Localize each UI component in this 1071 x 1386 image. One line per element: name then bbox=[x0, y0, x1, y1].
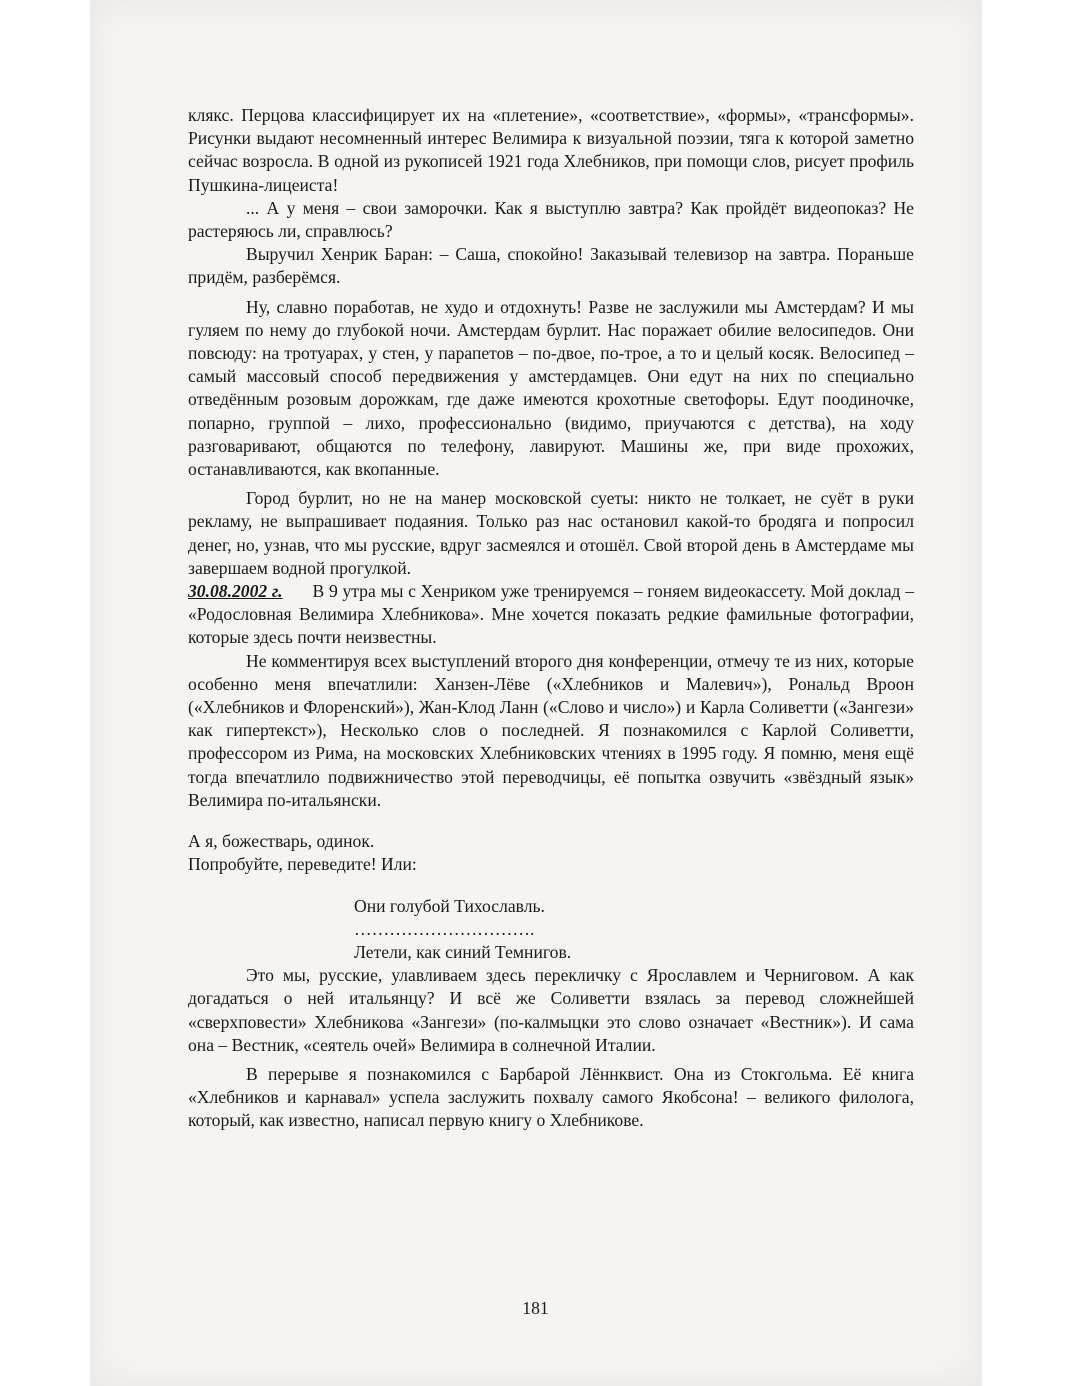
paragraph: клякс. Перцова классифицирует их на «плетение», «соответствие», «формы», «трансформы». Рисунки выдают несомненный интерес Велимира к визуальной поэзии, тяга к которой заметно сейчас возросла. В одной из рукописей 1921 года Хлебников, при помощи слов, рисует профиль Пушкина-лицеиста! bbox=[188, 105, 914, 195]
paragraph: Это мы, русские, улавливаем здесь перекличку с Ярославлем и Черниговом. А как догадаться о ней итальянцу? И всё же Соливетти взялась за перевод сложнейшей «сверхповести» Хлебникова «Зангези» (по-калмыцки это слово означает «Вестник»). И сама она – Вестник, «сеятель очей» Велимира в солнечной Италии. bbox=[188, 965, 914, 1055]
paragraph: Выручил Хенрик Баран: – Саша, спокойно! Заказывай телевизор на завтра. Пораньше придём, разберёмся. bbox=[188, 244, 914, 288]
verse-line: Они голубой Тихославль. bbox=[354, 895, 545, 916]
verse-block bbox=[354, 895, 914, 965]
dated-entry bbox=[188, 580, 914, 650]
date-heading: 30.08.2002 г. bbox=[188, 581, 283, 602]
lead-line: Попробуйте, переведите! Или: bbox=[188, 854, 417, 875]
paragraph: Город бурлит, но не на манер московской суеты: никто не толкает, не суёт в руки рекламу, не выпрашивает подаяния. Только раз нас остановил какой-то бродяга и попросил денег, но, узнав, что мы русские, вдруг засмеялся и отошёл. Свой второй день в Амстердаме мы завершаем водной прогулкой. bbox=[188, 488, 914, 578]
verse-line: Летели, как синий Темнигов. bbox=[354, 941, 572, 962]
verse-line: А я, божестварь, одинок. bbox=[188, 831, 375, 852]
paragraph: Ну, славно поработав, не худо и отдохнуть! Разве не заслужили мы Амстердам? И мы гуляем по нему до глубокой ночи. Амстердам бурлит. Нас поражает обилие велосипедов. Они повсюду: на тротуарах, у стен, у парапетов – по-двое, по-трое, а то и целый косяк. Велосипед – самый массовый способ передвижения у амстердамцев. Они едут на них по специально отведённым розовым дорожкам, где даже имеются крохотные светофоры. Едут поодиночке, попарно, группой – лихо, профессионально (видимо, приучаются с детства), на ходу разговаривают, общаются по телефону, лавируют. Машины же, при виде прохожих, останавливаются, как вкопанные. bbox=[188, 296, 914, 480]
page-number: 181 bbox=[522, 1298, 549, 1318]
paragraph: В перерыве я познакомился с Барбарой Лённквист. Она из Стокгольма. Её книга «Хлебников и карнавал» успела заслужить похвалу самого Якобсона! – великого филолога, который, как известно, написал первую книгу о Хлебникове. bbox=[188, 1063, 914, 1131]
page-text bbox=[188, 104, 914, 1133]
paragraph: Не комментируя всех выступлений второго дня конференции, отмечу те из них, которые особенно меня впечатлили: Ханзен-Лёве («Хлебников и Малевич»), Рональд Вроон («Хлебников и Флоренский»), Жан-Клод Ланн («Слово и число») и Карла Соливетти («Зангези» как гипертекст»), Несколько слов о последней. Я познакомился с Карлой Соливетти, профессором из Рима, на московских Хлебниковских чтениях в 1995 году. Я помню, меня ещё тогда впечатлило подвижничество этой переводчицы, её попытка озвучить «звёздный язык» Велимира по-итальянски. bbox=[188, 650, 914, 810]
verse-ellipsis: …………………………. bbox=[354, 918, 535, 939]
paragraph: В 9 утра мы с Хенриком уже тренируемся – гоняем видеокассету. Мой доклад – «Родословная Велимира Хлебникова». Мне хочется показать редкие фамильные фотографии, которые здесь почти неизвестны. bbox=[188, 581, 915, 648]
paragraph: ... А у меня – свои заморочки. Как я выступлю завтра? Как пройдёт видеопоказ? Не растеряюсь ли, справлюсь? bbox=[188, 197, 914, 242]
